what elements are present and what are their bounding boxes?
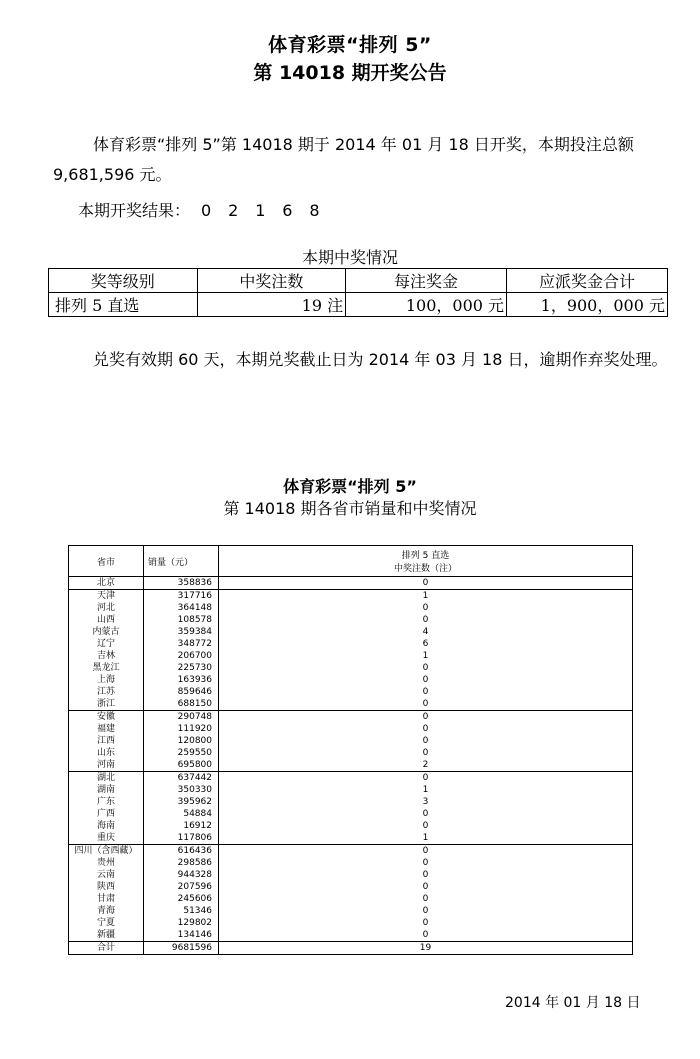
- province-sales-cell: 616436: [144, 845, 219, 858]
- province-row: [69, 650, 633, 662]
- province-sales-cell: 16912: [144, 820, 219, 832]
- province-sales-cell: 637442: [144, 772, 219, 785]
- province-row: [69, 577, 633, 590]
- province-sales-cell: 359384: [144, 626, 219, 638]
- province-row: [69, 808, 633, 820]
- prize-table-row: [49, 293, 668, 317]
- draw-result-digits: [195, 201, 325, 220]
- province-table-header-row: [69, 546, 633, 577]
- province-row: [69, 698, 633, 711]
- province-sales-cell: 120800: [144, 735, 219, 747]
- province-winners-cell: 0: [219, 772, 633, 785]
- footer-date: 2014 年 01 月 18 日: [505, 995, 641, 1011]
- province-row: [69, 602, 633, 614]
- province-sales-cell: 108578: [144, 614, 219, 626]
- province-sales-cell: 207596: [144, 881, 219, 893]
- province-row: [69, 686, 633, 698]
- province-sales-cell: 134146: [144, 929, 219, 942]
- province-winners-cell: 0: [219, 869, 633, 881]
- province-name-cell: 福建: [69, 723, 144, 735]
- province-name-cell: 辽宁: [69, 638, 144, 650]
- province-name-cell: 湖北: [69, 772, 144, 785]
- province-row: [69, 614, 633, 626]
- province-winners-cell: 4: [219, 626, 633, 638]
- province-winners-cell: 1: [219, 832, 633, 845]
- province-name-cell: 青海: [69, 905, 144, 917]
- province-row: [69, 674, 633, 686]
- province-winners-cell: 1: [219, 590, 633, 603]
- province-winners-cell: 0: [219, 929, 633, 942]
- result-digit: 0: [201, 201, 212, 220]
- province-row: [69, 626, 633, 638]
- province-name-cell: 贵州: [69, 857, 144, 869]
- province-winners-cell: 1: [219, 650, 633, 662]
- province-sales-cell: 348772: [144, 638, 219, 650]
- province-sales-cell: 695800: [144, 759, 219, 772]
- province-sales-cell: 259550: [144, 747, 219, 759]
- province-winners-cell: 1: [219, 784, 633, 796]
- province-name-cell: 宁夏: [69, 917, 144, 929]
- province-name-cell: 云南: [69, 869, 144, 881]
- province-name-cell: 新疆: [69, 929, 144, 942]
- province-name-cell: 上海: [69, 674, 144, 686]
- province-row: [69, 820, 633, 832]
- province-sales-cell: 395962: [144, 796, 219, 808]
- province-winners-cell: 0: [219, 723, 633, 735]
- province-row: [69, 772, 633, 785]
- province-row: [69, 723, 633, 735]
- draw-summary-paragraph: 体育彩票“排列 5”第 14018 期于 2014 年 01 月 18 日开奖，本期投注总额 9,681,596 元。: [53, 135, 634, 184]
- province-sales-cell: 364148: [144, 602, 219, 614]
- province-row: [69, 929, 633, 942]
- province-winners-cell: 0: [219, 686, 633, 698]
- expiry-paragraph: 兑奖有效期 60 天，本期兑奖截止日为 2014 年 03 月 18 日，逾期作弃奖处理。: [93, 350, 668, 369]
- province-row: [69, 881, 633, 893]
- province-name-cell: 江西: [69, 735, 144, 747]
- province-winners-cell: 19: [219, 942, 633, 955]
- prize-table-header-row: [49, 269, 668, 293]
- prize-per-bet-cell: 100，000 元: [346, 293, 507, 317]
- province-winners-cell: 0: [219, 881, 633, 893]
- result-digit: 1: [255, 201, 266, 220]
- province-winners-cell: 2: [219, 759, 633, 772]
- province-sales-cell: 51346: [144, 905, 219, 917]
- province-winners-cell: 0: [219, 735, 633, 747]
- province-table-body: [69, 577, 633, 955]
- prize-header-cell: 奖等级别: [49, 269, 198, 293]
- province-row: [69, 857, 633, 869]
- province-sales-cell: 54884: [144, 808, 219, 820]
- province-section-title: 体育彩票“排列 5”: [283, 477, 417, 496]
- announcement-title: 体育彩票“排列 5”: [268, 34, 432, 56]
- province-winners-cell: 0: [219, 698, 633, 711]
- province-total-row: [69, 942, 633, 955]
- province-sales-cell: 350330: [144, 784, 219, 796]
- province-winners-cell: 0: [219, 893, 633, 905]
- province-row: [69, 590, 633, 603]
- province-sales-cell: 225730: [144, 662, 219, 674]
- prize-total-cell: 1，900，000 元: [507, 293, 668, 317]
- prize-header-cell: 应派奖金合计: [507, 269, 668, 293]
- province-name-cell: 湖南: [69, 784, 144, 796]
- province-winners-cell: 0: [219, 614, 633, 626]
- draw-result-line: [78, 196, 698, 226]
- province-name-cell: 河北: [69, 602, 144, 614]
- province-row: [69, 638, 633, 650]
- province-winners-cell: 6: [219, 638, 633, 650]
- province-name-cell: 广西: [69, 808, 144, 820]
- sales-header-cell: 销量（元）: [144, 546, 219, 577]
- province-sales-table: [68, 545, 633, 955]
- province-sales-cell: 859646: [144, 686, 219, 698]
- prize-header-cell: 中奖注数: [197, 269, 346, 293]
- province-winners-cell: 0: [219, 662, 633, 674]
- province-sales-cell: 117806: [144, 832, 219, 845]
- province-sales-cell: 163936: [144, 674, 219, 686]
- province-name-cell: 合计: [69, 942, 144, 955]
- province-name-cell: 浙江: [69, 698, 144, 711]
- province-row: [69, 917, 633, 929]
- province-name-cell: 江苏: [69, 686, 144, 698]
- province-name-cell: 天津: [69, 590, 144, 603]
- draw-result-label: 本期开奖结果：: [78, 201, 191, 220]
- province-sales-cell: 111920: [144, 723, 219, 735]
- province-winners-cell: 0: [219, 577, 633, 590]
- province-row: [69, 662, 633, 674]
- prize-table: [48, 268, 668, 317]
- province-name-cell: 海南: [69, 820, 144, 832]
- province-name-cell: 北京: [69, 577, 144, 590]
- province-winners-cell: 0: [219, 711, 633, 724]
- province-name-cell: 甘肃: [69, 893, 144, 905]
- province-sales-cell: 944328: [144, 869, 219, 881]
- province-name-cell: 山西: [69, 614, 144, 626]
- province-row: [69, 869, 633, 881]
- province-name-cell: 黑龙江: [69, 662, 144, 674]
- province-winners-cell: 0: [219, 917, 633, 929]
- province-name-cell: 吉林: [69, 650, 144, 662]
- province-sales-cell: 688150: [144, 698, 219, 711]
- province-winners-cell: 0: [219, 674, 633, 686]
- province-name-cell: 四川（含西藏）: [69, 845, 144, 858]
- winners-header-line2: 中奖注数（注）: [393, 564, 457, 574]
- province-name-cell: 重庆: [69, 832, 144, 845]
- province-row: [69, 784, 633, 796]
- province-sales-cell: 245606: [144, 893, 219, 905]
- announcement-subtitle: 第 14018 期开奖公告: [253, 62, 447, 84]
- province-name-cell: 内蒙古: [69, 626, 144, 638]
- result-digit: 8: [309, 201, 320, 220]
- province-row: [69, 845, 633, 858]
- province-name-cell: 安徽: [69, 711, 144, 724]
- province-row: [69, 832, 633, 845]
- result-digit: 2: [228, 201, 239, 220]
- province-winners-cell: 0: [219, 845, 633, 858]
- province-winners-cell: 0: [219, 905, 633, 917]
- province-name-cell: 河南: [69, 759, 144, 772]
- province-winners-cell: 0: [219, 808, 633, 820]
- province-sales-cell: 317716: [144, 590, 219, 603]
- province-row: [69, 747, 633, 759]
- province-winners-cell: 0: [219, 602, 633, 614]
- province-sales-cell: 9681596: [144, 942, 219, 955]
- prize-winners-cell: 19 注: [197, 293, 346, 317]
- province-header-cell: 省市: [69, 546, 144, 577]
- province-name-cell: 广东: [69, 796, 144, 808]
- winners-header-line1: 排列 5 直选: [401, 551, 450, 561]
- province-sales-cell: 290748: [144, 711, 219, 724]
- province-winners-cell: 0: [219, 857, 633, 869]
- province-winners-cell: 0: [219, 747, 633, 759]
- province-winners-cell: 0: [219, 820, 633, 832]
- result-digit: 6: [282, 201, 293, 220]
- province-name-cell: 山东: [69, 747, 144, 759]
- province-row: [69, 759, 633, 772]
- prize-header-cell: 每注奖金: [346, 269, 507, 293]
- province-row: [69, 905, 633, 917]
- province-sales-cell: 206700: [144, 650, 219, 662]
- winners-header-cell: [219, 546, 633, 577]
- prize-table-caption: 本期中奖情况: [301, 248, 398, 267]
- province-sales-cell: 129802: [144, 917, 219, 929]
- province-winners-cell: 3: [219, 796, 633, 808]
- prize-level-cell: 排列 5 直选: [49, 293, 198, 317]
- province-section-subtitle: 第 14018 期各省市销量和中奖情况: [223, 499, 477, 518]
- province-sales-cell: 358836: [144, 577, 219, 590]
- province-row: [69, 796, 633, 808]
- province-row: [69, 711, 633, 724]
- province-row: [69, 893, 633, 905]
- province-sales-cell: 298586: [144, 857, 219, 869]
- province-row: [69, 735, 633, 747]
- province-name-cell: 陕西: [69, 881, 144, 893]
